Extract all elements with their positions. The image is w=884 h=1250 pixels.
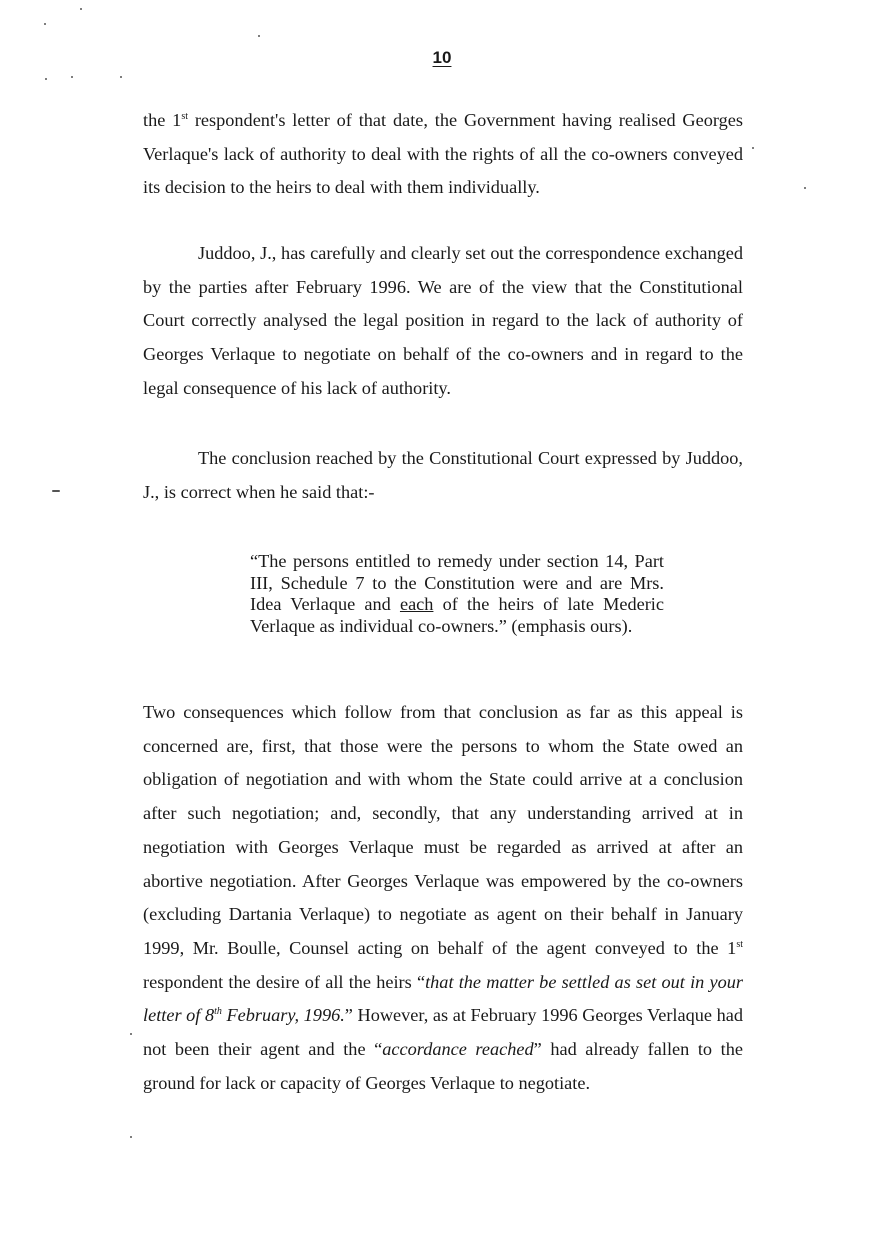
p1-text-a: the 1 <box>143 110 182 130</box>
page-number-text: 10 <box>432 48 452 67</box>
scan-speck <box>52 490 60 492</box>
scan-speck <box>120 76 122 78</box>
quote-text-b: of the heirs of late Mederic Verlaque as individual co-owners.” (emphasis ours). <box>250 594 664 636</box>
p4-italic-sup: th <box>214 1006 222 1018</box>
scan-speck <box>71 76 73 78</box>
scan-speck <box>752 147 754 149</box>
scan-speck <box>80 8 82 10</box>
p4-italic-quote-2: February, 1996. <box>221 1005 345 1026</box>
scan-speck <box>130 1033 132 1035</box>
scan-speck <box>44 23 46 25</box>
p4-text-c: ” However, as at February 1996 Georges Verlaque had not been their agent and the “ <box>143 1005 743 1060</box>
paragraph-1 <box>143 104 743 205</box>
paragraph-2: Juddoo, J., has carefully and clearly set out the correspondence exchanged by the parties after February 1996. We are of the view that the Constitutional Court correctly analysed the legal position in regard to the lack of authority of Georges Verlaque to negotiate on behalf of the co-owners and in regard to the legal consequence of his lack of authority. <box>143 243 743 398</box>
scan-speck <box>258 35 260 37</box>
p4-italic-quote-1: that the matter be settled as set out in your letter of 8 <box>143 971 743 1026</box>
page-number <box>0 48 884 68</box>
p4-text-b: respondent the desire of all the heirs “ <box>143 971 426 992</box>
p4-ordinal-suffix-1: st <box>736 938 743 950</box>
p4-italic-quote-3: accordance reached <box>382 1039 534 1060</box>
quote-emphasis: each <box>399 594 434 615</box>
p4-text-a: Two consequences which follow from that conclusion as far as this appeal is concerned are, first, that those were the persons to whom the State owed an obligation of negotiation and with whom the State could arrive at a conclusion after such negotiation; and, secondly, that any understanding arrived at in negotiation with Georges Verlaque must be regarded as arrived at after an abortive negotiation. After Georges Verlaque was empowered by the co-owners (excluding Dartania Verlaque) to negotiate as agent on their behalf in January 1999, Mr. Boulle, Counsel acting on behalf of the agent conveyed to the 1 <box>143 702 743 958</box>
paragraph-3: The conclusion reached by the Constitutional Court expressed by Juddoo, J., is correct when he said that:- <box>143 448 743 502</box>
scan-speck <box>130 1136 132 1138</box>
quote-text-a: “The persons entitled to remedy under section 14, Part III, Schedule 7 to the Constitution were and are Mrs. Idea Verlaque and <box>250 551 664 615</box>
block-quote <box>250 551 664 637</box>
p4-text-d: ” had already fallen to the ground for lack or capacity of Georges Verlaque to negotiate. <box>143 1039 743 1093</box>
p1-ordinal-suffix: st <box>181 111 188 122</box>
paragraph-4 <box>143 696 743 1100</box>
p4-ordinal-suffix-2 <box>214 1006 222 1017</box>
scan-speck <box>804 187 806 189</box>
scan-speck <box>45 78 47 80</box>
p1-text-b: respondent's letter of that date, the Government having realised Georges Verlaque's lack of authority to deal with the rights of all the co-owners conveyed its decision to the heirs to deal with them individually. <box>143 110 744 198</box>
